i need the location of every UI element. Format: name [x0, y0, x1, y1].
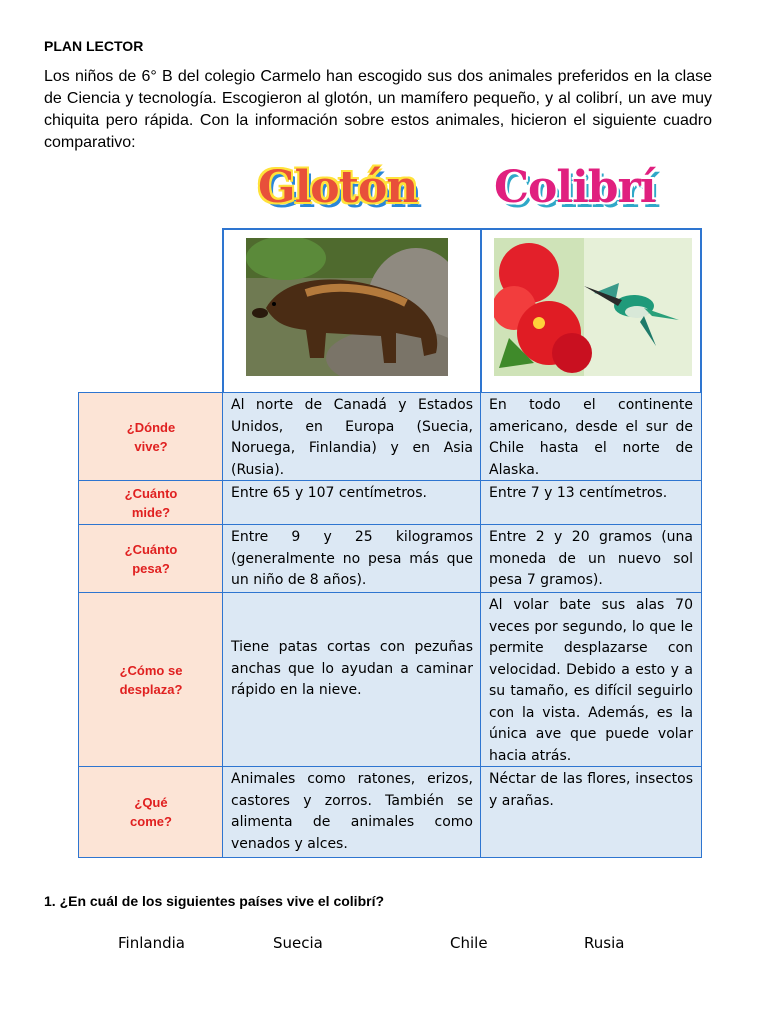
gloton-food: Animales como ratones, erizos, castores y zorros. También se alimenta de animales como venados y alces.: [222, 766, 482, 858]
colibri-movement: Al volar bate sus alas 70 veces por segundo, lo que le permite desplazarse con velocidad. Debido a esto y a su tamaño, es difícil seguirlo con la vista. Además, es la única ave que puede volar hacia atrás.: [480, 592, 702, 768]
question-cell-movement: ¿Cómo se desplaza?: [78, 592, 224, 768]
hummingbird-image: [494, 238, 692, 376]
question-1: 1. ¿En cuál de los siguientes países vive el colibrí?: [44, 893, 385, 909]
colibri-image-cell: [480, 228, 702, 394]
colibri-heading: Colibrí: [494, 162, 656, 213]
option-chile[interactable]: Chile: [450, 934, 488, 952]
option-suecia[interactable]: Suecia: [273, 934, 323, 952]
question-cell-weight: ¿Cuánto pesa?: [78, 524, 224, 594]
intro-paragraph: Los niños de 6° B del colegio Carmelo han escogido sus dos animales preferidos en la clase de Ciencia y tecnología. Escogieron al glotón, un mamífero pequeño, y al colibrí, un ave muy chiquita pero rápida. Con la información sobre estos animales, hicieron el siguiente cuadro comparativo:: [44, 68, 712, 151]
gloton-movement: Tiene patas cortas con pezuñas anchas que lo ayudan a caminar rápido en la nieve.: [222, 592, 482, 768]
question-cell-size: ¿Cuánto mide?: [78, 480, 224, 526]
gloton-image-cell: [222, 228, 482, 394]
colibri-weight: Entre 2 y 20 gramos (una moneda de un nuevo sol pesa 7 gramos).: [480, 524, 702, 594]
option-finlandia[interactable]: Finlandia: [118, 934, 185, 952]
option-rusia[interactable]: Rusia: [584, 934, 625, 952]
document-title: PLAN LECTOR: [44, 38, 144, 54]
question-cell-where: ¿Dónde vive?: [78, 392, 224, 482]
gloton-size: Entre 65 y 107 centímetros.: [222, 480, 482, 526]
colibri-food: Néctar de las flores, insectos y arañas.: [480, 766, 702, 858]
question-cell-food: ¿Qué come?: [78, 766, 224, 858]
colibri-size: Entre 7 y 13 centímetros.: [480, 480, 702, 526]
colibri-where: En todo el continente americano, desde el sur de Chile hasta el norte de Alaska.: [480, 392, 702, 482]
gloton-weight: Entre 9 y 25 kilogramos (generalmente no pesa más que un niño de 8 años).: [222, 524, 482, 594]
wolverine-image: [246, 238, 448, 376]
gloton-heading: Glotón: [258, 162, 418, 213]
gloton-where: Al norte de Canadá y Estados Unidos, en Europa (Suecia, Noruega, Finlandia) y en Asia (Rusia).: [222, 392, 482, 482]
